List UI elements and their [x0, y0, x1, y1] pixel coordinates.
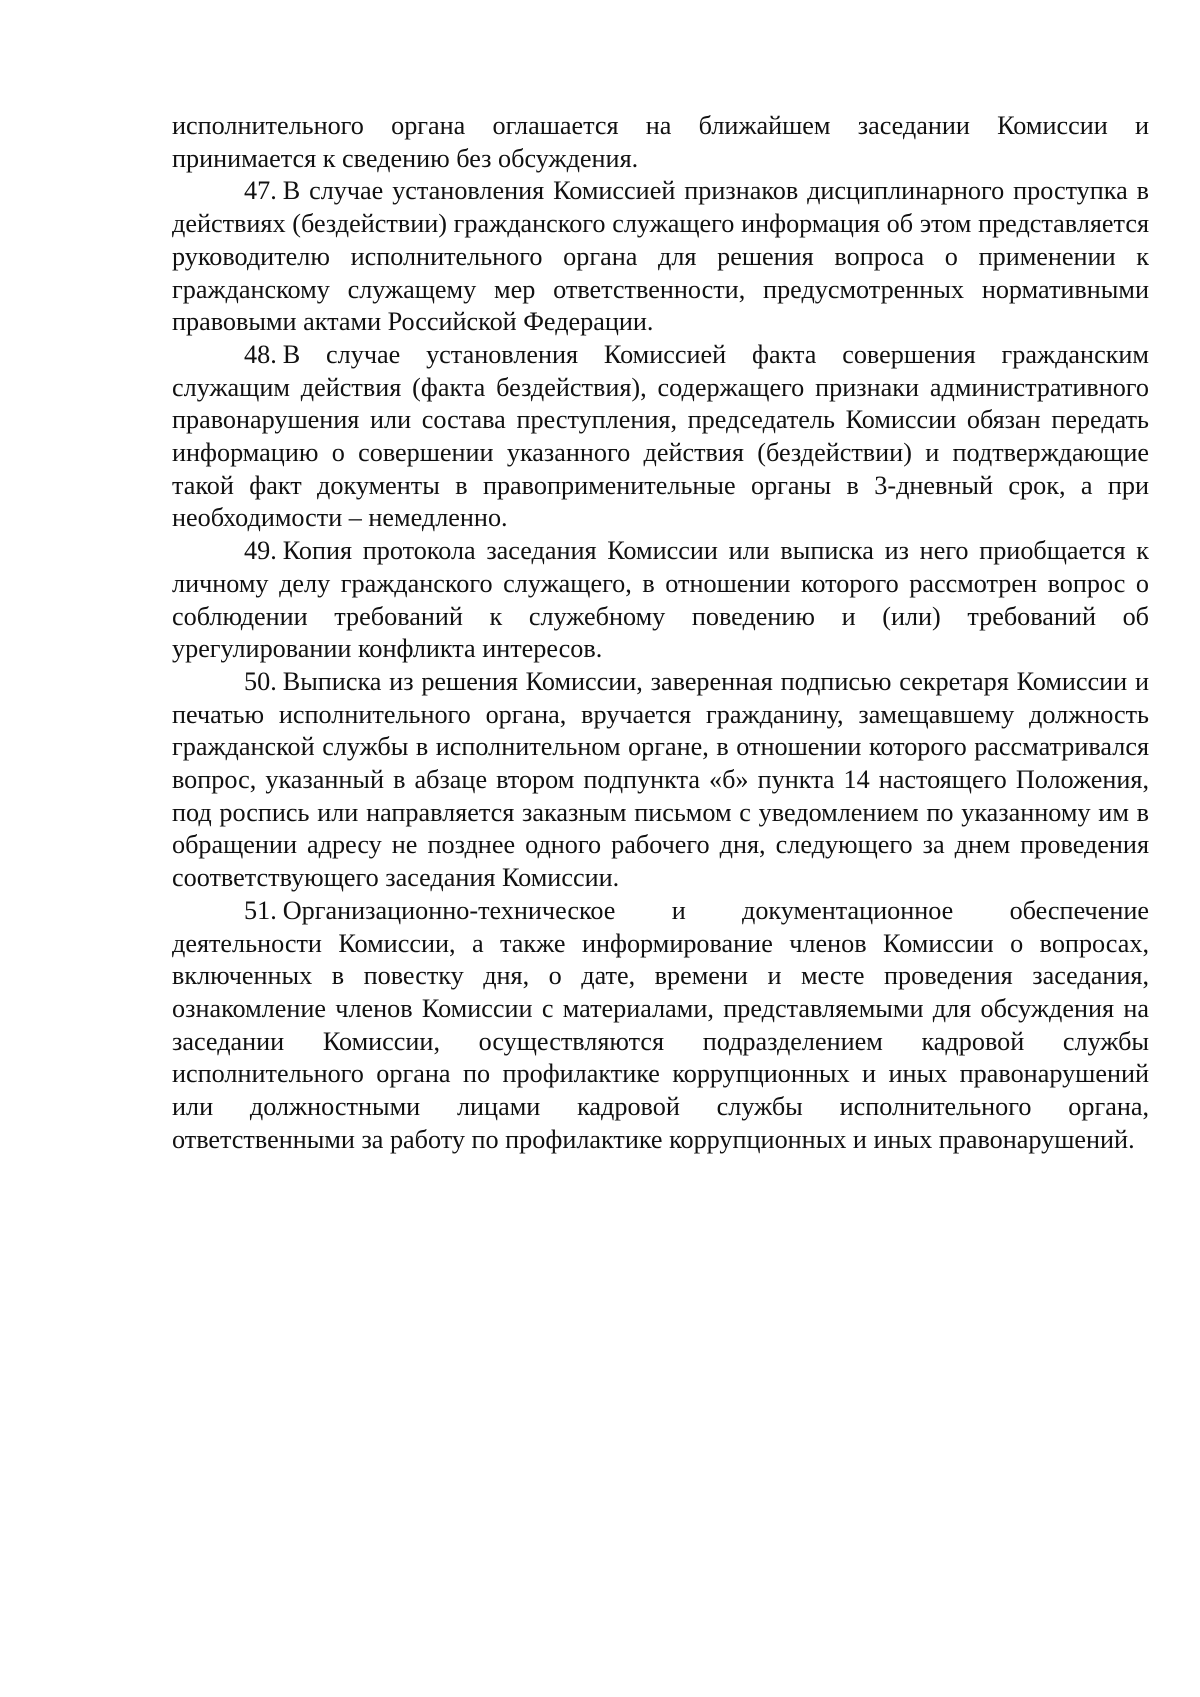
- document-page: [172, 110, 1149, 1157]
- paragraph-49: [172, 535, 1149, 666]
- paragraph-number: 47.: [244, 176, 277, 206]
- paragraph-50: [172, 666, 1149, 895]
- paragraph-text: Копия протокола заседания Комиссии или выписка из него приобщается к личному делу гражданского служащего, в отношении которого рассмотрен вопрос о соблюдении требований к служебному поведению и (или) требований об урегулировании конфликта интересов.: [172, 536, 1149, 664]
- paragraph-text: Организационно-техническое и документационное обеспечение деятельности Комиссии, а также информирование членов Комиссии о вопросах, включенных в повестку дня, о дате, времени и месте проведения заседания, ознакомление членов Комиссии с материалами, представляемыми для обсуждения на заседании Комиссии, осуществляются подразделением кадровой службы исполнительного органа по профилактике коррупционных и иных правонарушений или должностными лицами кадровой службы исполнительного органа, ответственными за работу по профилактике коррупционных и иных правонарушений.: [172, 895, 1149, 1154]
- paragraph-number: 50.: [244, 666, 277, 696]
- paragraph-text: В случае установления Комиссией признаков дисциплинарного проступка в действиях (бездействии) гражданского служащего информация об этом представляется руководителю исполнительного органа для решения вопроса о применении к гражданскому служащему мер ответственности, предусмотренных нормативными правовыми актами Российской Федерации.: [172, 176, 1149, 337]
- paragraph-number: 48.: [244, 339, 277, 369]
- paragraph-47: [172, 175, 1149, 339]
- paragraph-number: 49.: [244, 536, 277, 566]
- paragraph-text: В случае установления Комиссией факта совершения гражданским служащим действия (факта бездействия), содержащего признаки административного правонарушения или состава преступления, председатель Комиссии обязан передать информацию о совершении указанного действия (бездействии) и подтверждающие такой факт документы в правоприменительные органы в 3-дневный срок, а при необходимости – немедленно.: [172, 339, 1149, 533]
- paragraph-48: [172, 339, 1149, 535]
- paragraph-continuation: [172, 110, 1149, 175]
- paragraph-number: 51.: [244, 895, 277, 925]
- paragraph-text: Выписка из решения Комиссии, заверенная подписью секретаря Комиссии и печатью исполнительного органа, вручается гражданину, замещавшему должность гражданской службы в исполнительном органе, в отношении которого рассматривался вопрос, указанный в абзаце втором подпункта «б» пункта 14 настоящего Положения, под роспись или направляется заказным письмом с уведомлением по указанному им в обращении адресу не позднее одного рабочего дня, следующего за днем проведения соответствующего заседания Комиссии.: [172, 666, 1149, 893]
- paragraph-51: [172, 895, 1149, 1157]
- paragraph-text: исполнительного органа оглашается на ближайшем заседании Комиссии и принимается к сведению без обсуждения.: [172, 111, 1149, 173]
